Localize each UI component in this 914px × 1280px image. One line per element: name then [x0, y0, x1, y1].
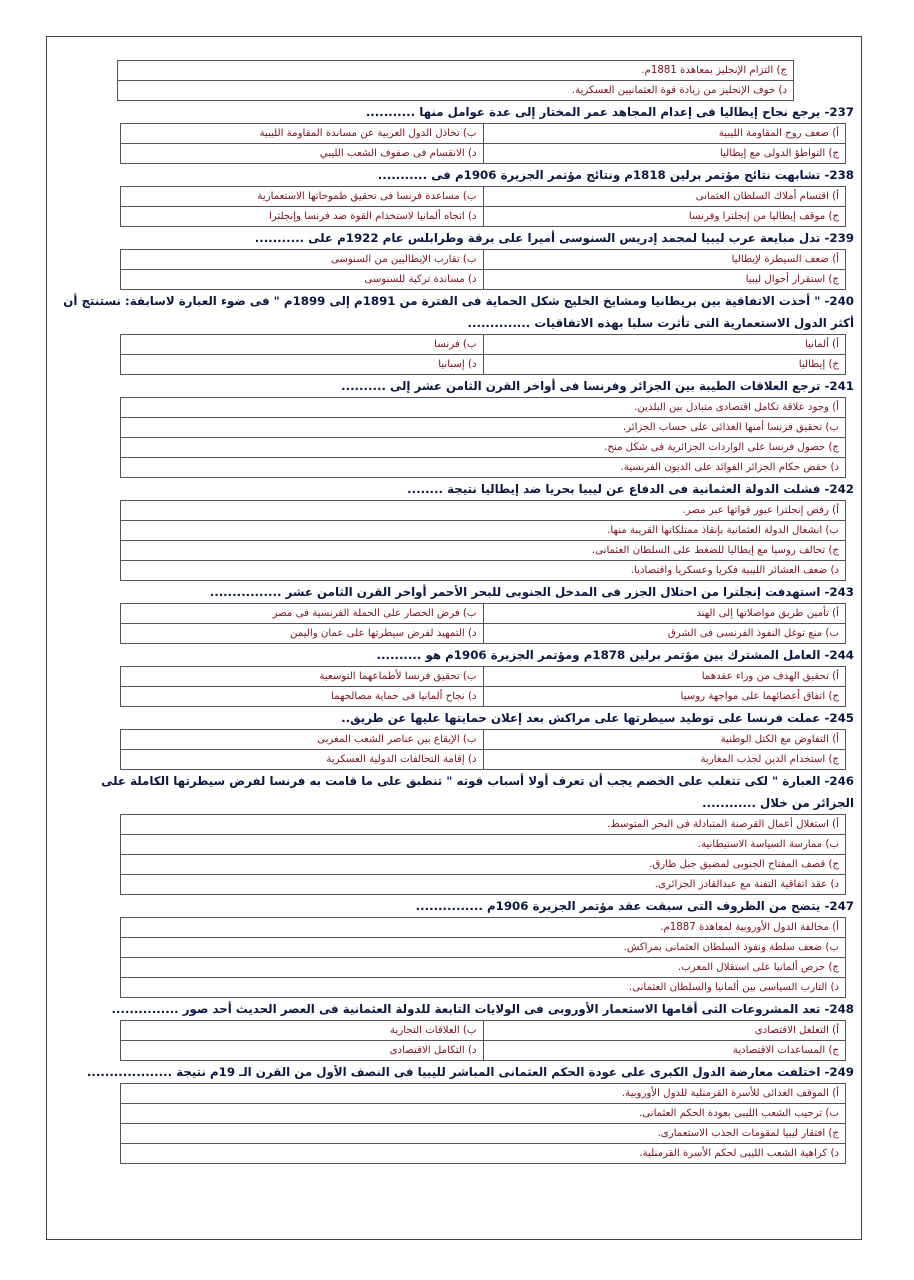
option-d[interactable]: د) مساندة تركية للسنوسى [121, 270, 484, 290]
question-242: 242- فشلت الدولة العثمانية فى الدفاع عن ليبيا بحريا ضد إيطاليا نتيجة ........ [407, 482, 854, 496]
option-c[interactable]: ج) موقف إيطاليا من إنجلترا وفرنسا [483, 207, 846, 227]
options-table-241 [120, 397, 846, 478]
option-c[interactable]: ج) حرص ألمانيا على استقلال المغرب. [121, 958, 846, 978]
option-c[interactable]: ج) إيطاليا [483, 355, 846, 375]
option-a[interactable]: أ) تأمين طريق مواصلاتها إلى الهند [483, 604, 846, 624]
option-a[interactable]: أ) الموقف العدائى للأسرة القرمنلية للدول الأوروبية. [121, 1084, 846, 1104]
option-b[interactable]: ب) تخاذل الدول العربية عن مساندة المقاومة الليبية [121, 124, 484, 144]
option-c[interactable]: ج) قصف المفتاح الجنوبى لمضيق جبل طارق. [121, 855, 846, 875]
options-table-242 [120, 500, 846, 581]
option-b[interactable]: ب) تقارب الإيطاليين من السنوسى [121, 250, 484, 270]
option-c[interactable]: ج) اتفاق أعضائهما على مواجهة روسيا [483, 687, 846, 707]
options-table-246 [120, 814, 846, 895]
option-d[interactable]: د) نجاح ألمانيا فى حماية مصالحهما [121, 687, 484, 707]
question-245: 245- عملت فرنسا على توطيد سيطرتها على مراكش بعد إعلان حمايتها عليها عن طريق.. [341, 711, 854, 725]
option-a[interactable]: أ) مخالفة الدول الأوروبية لمعاهدة 1887م. [121, 918, 846, 938]
option-b[interactable]: ب) ممارسة السياسة الاستيطانية. [121, 835, 846, 855]
option-d[interactable]: د) خوف الإنجليز من زيادة قوة العثمانيين العسكرية. [118, 81, 794, 101]
options-table-249 [120, 1083, 846, 1164]
question-238: 238- تشابهت نتائج مؤتمر برلين 1818م ونتائج مؤتمر الجزيرة 1906م فى ........... [377, 168, 854, 182]
question-sheet [58, 60, 854, 1164]
option-b[interactable]: ب) تحقيق فرنسا أمنها الغذائى على حساب الجزائر. [121, 418, 846, 438]
option-d[interactable]: د) إقامة التحالفات الدولية العسكرية [121, 750, 484, 770]
option-a[interactable]: أ) التغلغل الاقتصادى [483, 1021, 846, 1041]
options-table-238 [120, 186, 846, 227]
options-table-247 [120, 917, 846, 998]
option-b[interactable]: ب) الإيقاع بين عناصر الشعب المغربى [121, 730, 484, 750]
question-247: 247- يتضح من الظروف التى سبقت عقد مؤتمر الجزيرة 1906م ............... [415, 899, 854, 913]
option-a[interactable]: أ) وجود علاقة تكامل اقتصادى متبادل بين البلدين. [121, 398, 846, 418]
question-239: 239- تدل مبايعة عرب ليبيا لمحمد إدريس السنوسى أميرا على برقة وطرابلس عام 1922م على ........... [254, 231, 854, 245]
option-b[interactable]: ب) مساعدة فرنسا فى تحقيق طموحاتها الاستعمارية [121, 187, 484, 207]
question-246: 246- العبارة " لكى تتغلب على الخصم يجب أن تعرف أولا أسباب قوته " تنطبق على ما قامت به فرنسا لفرض سيطرتها الكاملة على الجزائر من خلال ............ [101, 774, 854, 810]
question-237: 237- يرجع نجاح إيطاليا فى إعدام المجاهد عمر المختار إلى عدة عوامل منها ........... [365, 105, 854, 119]
option-b[interactable]: ب) فرنسا [121, 335, 484, 355]
question-249: 249- اختلفت معارضة الدول الكبرى على عودة الحكم العثمانى المباشر لليبيا فى النصف الأول من القرن الـ 19م نتيجة ................... [86, 1065, 854, 1079]
option-d[interactable]: د) عقد اتفاقية التفنة مع عبدالقادر الجزائرى. [121, 875, 846, 895]
option-a[interactable]: أ) التفاوض مع الكتل الوطنية [483, 730, 846, 750]
option-c[interactable]: ب) منع توغل النفوذ الفرنسى فى الشرق [483, 624, 846, 644]
question-241: 241- ترجع العلاقات الطيبة بين الجزائر وفرنسا فى أواخر القرن الثامن عشر إلى .......... [341, 379, 854, 393]
options-table-236 [117, 60, 794, 101]
option-a[interactable]: أ) استغلال أعمال القرصنة المتبادلة فى البحر المتوسط. [121, 815, 846, 835]
options-table-248 [120, 1020, 846, 1061]
option-c[interactable]: ج) استقرار أحوال ليبيا [483, 270, 846, 290]
options-table-239 [120, 249, 846, 290]
options-table-237 [120, 123, 846, 164]
option-c[interactable]: ج) تحالف روسيا مع إيطاليا للضغط على السلطان العثمانى. [121, 541, 846, 561]
option-d[interactable]: د) اتجاه ألمانيا لاستخدام القوة ضد فرنسا وإنجلترا [121, 207, 484, 227]
option-d[interactable]: د) التكامل الاقتصادى [121, 1041, 484, 1061]
option-d[interactable]: د) إسبانيا [121, 355, 484, 375]
question-240: 240- " أخذت الاتفاقية بين بريطانيا ومشايخ الخليج شكل الحماية فى الفترة من 1891م إلى 1899م " فى ضوء العبارة لاسابقة: نستنتج أن أكثر الدول الاستعمارية التى تأثرت سلبا بهذه الاتفاقيات .............. [63, 294, 854, 330]
option-a[interactable]: أ) اقتسام أملاك السلطان العثمانى [483, 187, 846, 207]
question-244: 244- العامل المشترك بين مؤتمر برلين 1878م ومؤتمر الجزيرة 1906م هو .......... [376, 648, 854, 662]
option-a[interactable]: أ) رفض إنجلترا عبور قواتها عبر مصر. [121, 501, 846, 521]
option-d[interactable]: د) كراهية الشعب الليبى لحكم الأسرة القرمنلية. [121, 1144, 846, 1164]
option-a[interactable]: أ) ألمانيا [483, 335, 846, 355]
option-a[interactable]: أ) ضعف روح المقاومة الليبية [483, 124, 846, 144]
option-d[interactable]: د) التارب السياسى بين ألمانيا والسلطان العثمانى. [121, 978, 846, 998]
question-243: 243- استهدفت إنجلترا من احتلال الجزر فى المدخل الجنوبى للبحر الأحمر أواخر القرن الثامن عشر ................ [209, 585, 854, 599]
option-b[interactable]: ب) تحقيق فرنسا لأطماعهما التوسعية [121, 667, 484, 687]
option-b[interactable]: ب) العلاقات التجارية [121, 1021, 484, 1041]
option-d[interactable]: د) التمهيد لفرض سيطرتها على عمان واليمن [121, 624, 484, 644]
option-d[interactable]: د) ضعف العشائر الليبية فكريا وعسكريا واقتصاديا. [121, 561, 846, 581]
option-c[interactable]: ج) المساعدات الاقتصادية [483, 1041, 846, 1061]
option-b[interactable]: ب) ضعف سلطة ونفوذ السلطان العثمانى بمراكش. [121, 938, 846, 958]
question-248: 248- تعد المشروعات التى أقامها الاستعمار الأوروبى فى الولايات التابعة للدولة العثمانية فى العصر الحديث أحد صور ............... [111, 1002, 854, 1016]
option-a[interactable]: أ) تحقيق الهدف من وراء عقدهما [483, 667, 846, 687]
options-table-243 [120, 603, 846, 644]
option-c[interactable]: ج) استخدام الدين لجذب المغاربة [483, 750, 846, 770]
option-c[interactable]: ج) التواطؤ الدولى مع إيطاليا [483, 144, 846, 164]
option-d[interactable]: د) الانقسام فى صفوف الشعب الليبي [121, 144, 484, 164]
options-table-244 [120, 666, 846, 707]
option-b[interactable]: ب) انشغال الدولة العثمانية بإنقاذ ممتلكاتها القريبة منها. [121, 521, 846, 541]
option-c[interactable]: ج) التزام الإنجليز بمعاهدة 1881م. [118, 61, 794, 81]
option-b[interactable]: ب) فرض الحصار على الحملة الفرنسية فى مصر [121, 604, 484, 624]
option-a[interactable]: أ) ضعف السيطرة لإيطاليا [483, 250, 846, 270]
option-c[interactable]: ج) حصول فرنسا على الواردات الجزائرية فى شكل منح. [121, 438, 846, 458]
options-table-240 [120, 334, 846, 375]
option-d[interactable]: د) خفض حكام الجزائر الفوائد على الديون الفرنسية. [121, 458, 846, 478]
option-b[interactable]: ب) ترحيب الشعب الليبى بعودة الحكم العثمانى. [121, 1104, 846, 1124]
options-table-245 [120, 729, 846, 770]
option-c[interactable]: ج) افتقار ليبيا لمقومات الجذب الاستعمارى. [121, 1124, 846, 1144]
